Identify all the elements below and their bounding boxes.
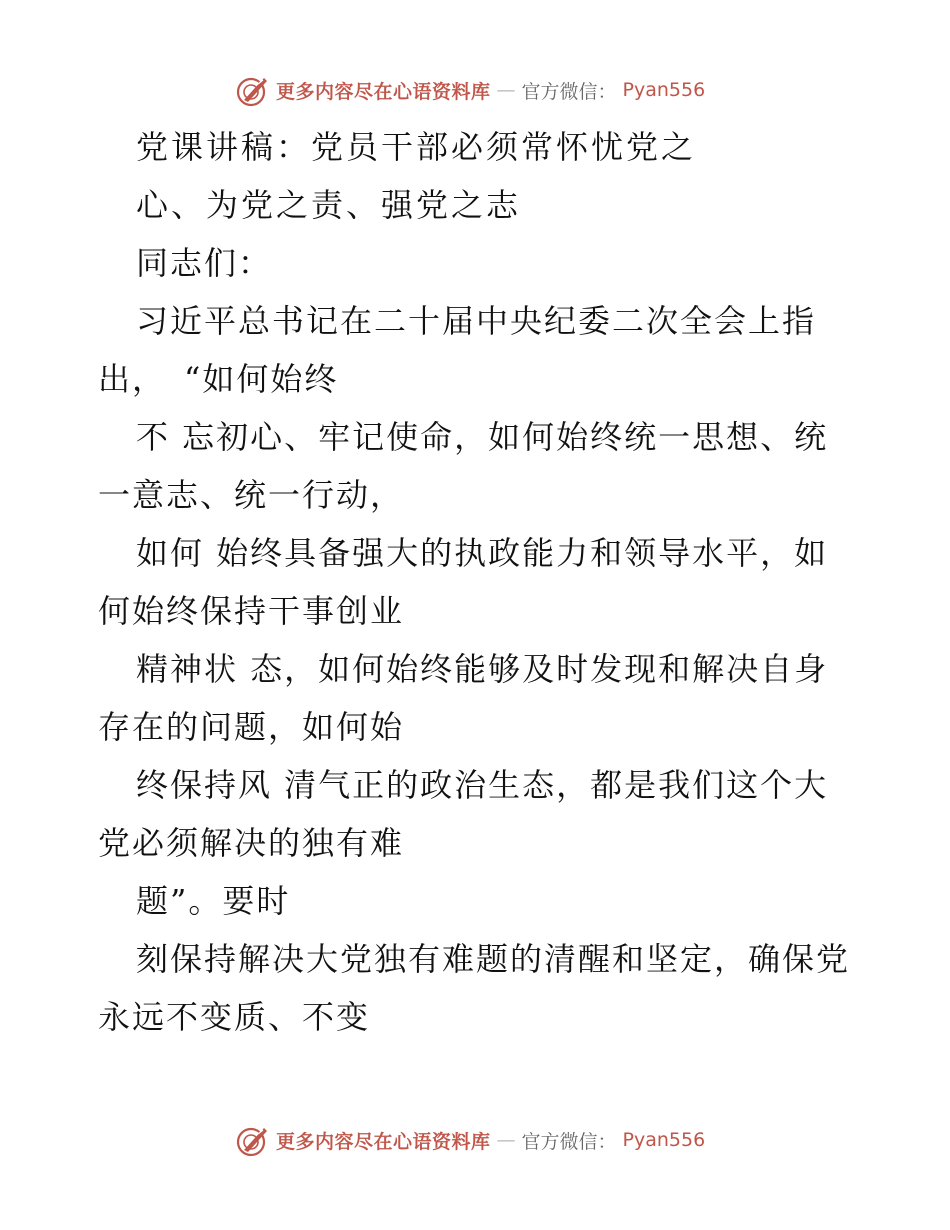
paragraph-line: 党必须解决的独有难 [98,824,405,862]
watermark-text: 更多内容尽在心语资料库 [276,1130,491,1153]
watermark-id: Pyan556 [622,1129,706,1151]
paragraph-line: 何始终保持干事创业 [98,592,405,630]
paragraph-line: 如何 始终具备强大的执政能力和领导水平，如 [136,534,829,572]
watermark-separator: — [496,1129,516,1151]
watermark-header [234,72,705,108]
watermark-label: 官方微信： [521,1130,617,1153]
watermark-text: 更多内容尽在心语资料库 [276,80,491,103]
document-body [98,118,888,1046]
greeting: 同志们： [136,244,273,282]
paragraph-line: 存在的问题，如何始 [98,708,405,746]
watermark-label: 官方微信： [521,80,617,103]
paragraph-line: 终保持风 清气正的政治生态，都是我们这个大 [136,766,829,804]
paragraph-line: 习近平总书记在二十届中央纪委二次全会上指 [136,302,817,340]
quill-logo-icon [234,72,270,108]
watermark-separator: — [496,79,516,101]
quill-logo-icon [234,1122,270,1158]
paragraph-line: 一意志、统一行动， [98,476,405,514]
paragraph-line: 不 忘初心、牢记使命，如何始终统一思想、统 [136,418,829,456]
paragraph-line: 刻保持解决大党独有难题的清醒和坚定，确保党 [136,940,851,978]
watermark-footer [234,1122,705,1158]
paragraph-line: 精神状 态，如何始终能够及时发现和解决自身 [136,650,829,688]
document-title-line-1: 党课讲稿：党员干部必须常怀忧党之 [136,128,697,166]
paragraph-line: 题”。要时 [136,882,291,920]
document-title-line-2: 心、为党之责、强党之志 [136,186,522,224]
watermark-id: Pyan556 [622,79,706,101]
paragraph [98,292,888,1046]
paragraph-line: 永远不变质、不变 [98,998,371,1036]
paragraph-line: 出， “如何始终 [98,360,339,398]
